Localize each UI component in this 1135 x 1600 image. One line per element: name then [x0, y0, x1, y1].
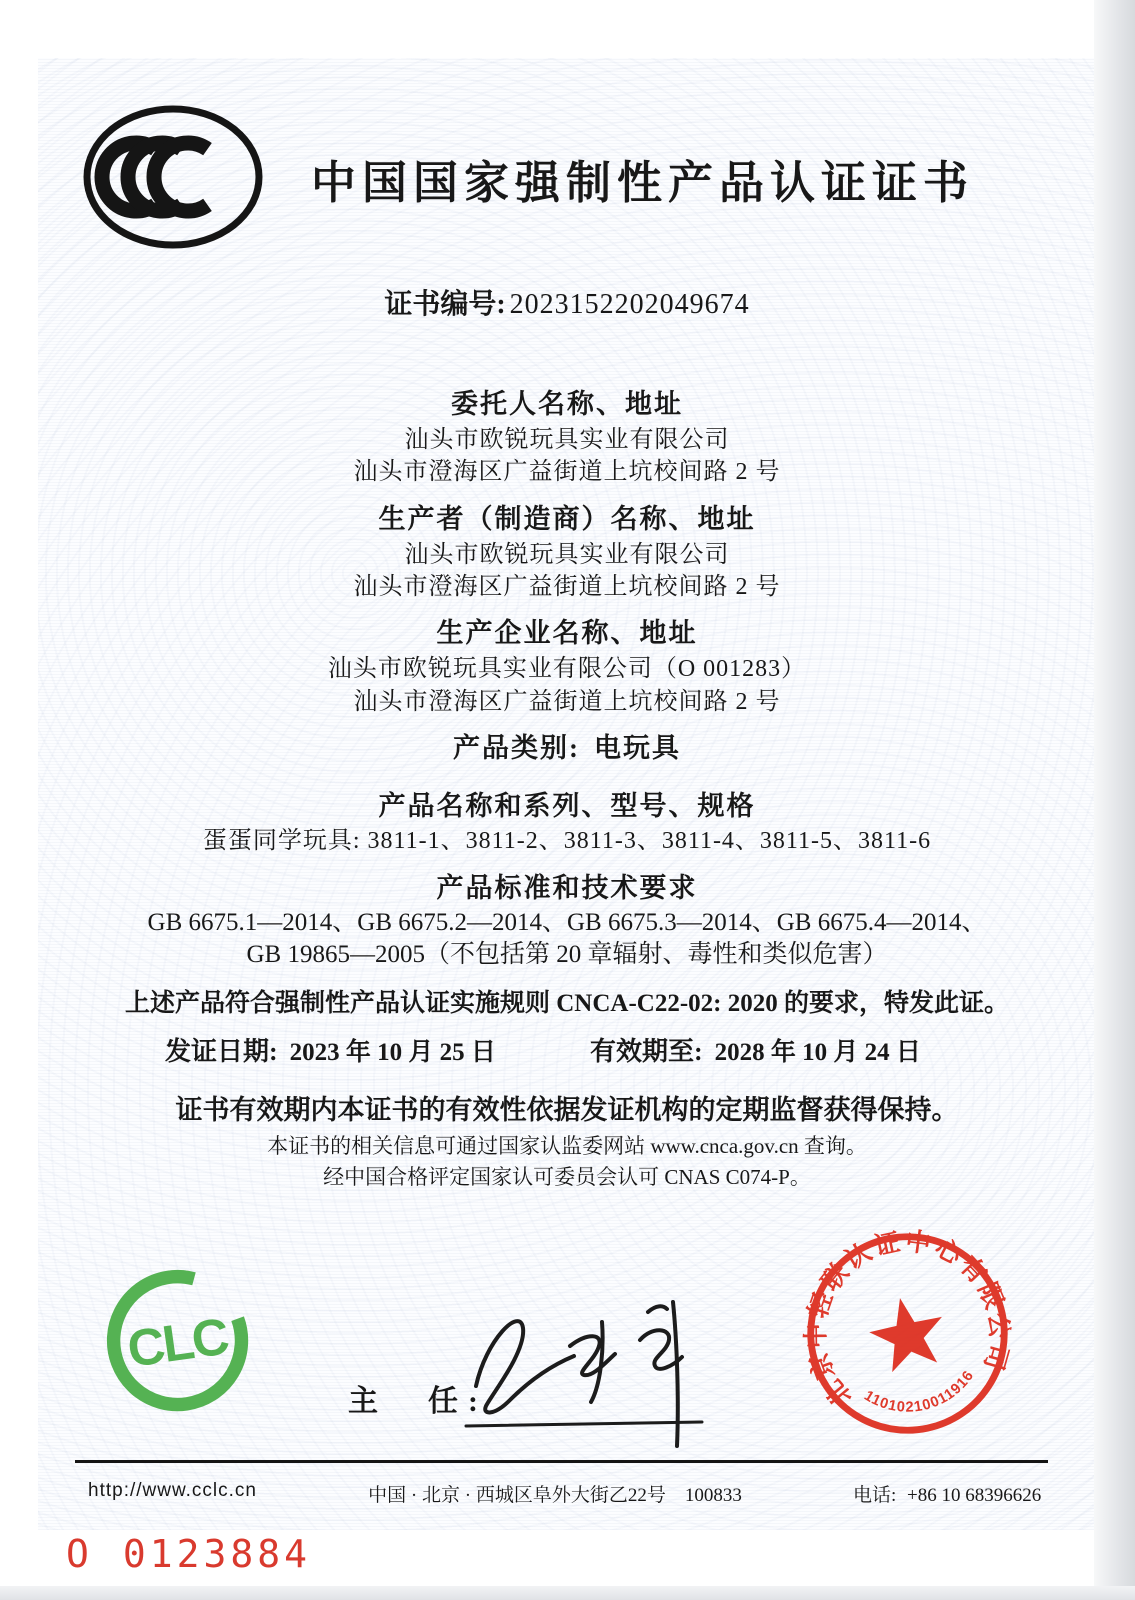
- manufacturer-heading: 生产者（制造商）名称、地址: [378, 504, 756, 534]
- certificate-title: 中国国家强制性产品认证证书: [310, 158, 974, 208]
- seal-star-icon: [864, 1290, 951, 1375]
- clc-logo-svg: [95, 1256, 260, 1421]
- clc-logo-text: CLC: [123, 1306, 231, 1378]
- svg-text:11010210011916: [859, 1365, 983, 1426]
- director-signature: [452, 1288, 724, 1458]
- scan-edge-bottom: [0, 1586, 1135, 1600]
- seal-number-text: 11010210011916: [861, 1367, 978, 1416]
- footer-phone-row: [853, 1480, 1041, 1507]
- standards-line-2: GB 19865—2005（不包括第 20 章辐射、毒性和类似危害）: [246, 941, 888, 968]
- expiry-date-value: 2028 年 10 月 24 日: [714, 1039, 921, 1066]
- info-note: 本证书的相关信息可通过国家认监委网站 www.cnca.gov.cn 查询。: [267, 1134, 867, 1158]
- product-models: 蛋蛋同学玩具: 3811-1、3811-2、3811-3、3811-4、3811-5、3811-6: [202, 828, 932, 854]
- manufacturer-address: 汕头市澄海区广益街道上坑校间路 2 号: [353, 574, 781, 600]
- footer-phone-label: 电话:: [853, 1485, 897, 1506]
- applicant-address: 汕头市澄海区广益街道上坑校间路 2 号: [353, 459, 781, 485]
- director-label: 主 任:: [348, 1385, 488, 1418]
- certificate-number-label: 证书编号:: [384, 289, 506, 320]
- serial-number: 0123884: [122, 1532, 312, 1576]
- serial-number-row: [66, 1532, 311, 1576]
- product-category-value: 电玩具: [594, 733, 681, 763]
- expiry-date-row: [590, 1031, 921, 1068]
- product-category-row: [40, 726, 1094, 765]
- manufacturer-name: 汕头市欧锐玩具实业有限公司: [404, 542, 730, 568]
- company-seal-svg: [780, 1206, 1035, 1461]
- serial-prefix: O: [66, 1532, 93, 1576]
- ccc-logo-svg: [78, 98, 268, 256]
- factory-name: 汕头市欧锐玩具实业有限公司（O 001283）: [327, 656, 807, 682]
- standards-line-1: GB 6675.1—2014、GB 6675.2—2014、GB 6675.3—2014、GB 6675.4—2014、: [147, 909, 987, 936]
- certificate-number-row: [40, 282, 1094, 322]
- certificate-number-value: 2023152202049674: [509, 289, 750, 320]
- factory-address: 汕头市澄海区广益街道上坑校间路 2 号: [353, 689, 781, 715]
- director-signature-svg: [452, 1288, 724, 1458]
- validity-statement: 证书有效期内本证书的有效性依据发证机构的定期监督获得保持。: [175, 1095, 959, 1125]
- factory-heading: 生产企业名称、地址: [436, 618, 698, 648]
- issue-date-value: 2023 年 10 月 25 日: [289, 1039, 496, 1066]
- product-category-label: 产品类别:: [453, 733, 580, 763]
- scan-edge-right: [1094, 0, 1135, 1600]
- seal-org-text: 北京中轻联认证中心有限公司: [802, 1227, 1014, 1412]
- applicant-heading: 委托人名称、地址: [451, 389, 683, 419]
- clc-logo-icon: [95, 1256, 260, 1421]
- conformity-statement: 上述产品符合强制性产品认证实施规则 CNCA-C22-02: 2020 的要求，特发此证。: [125, 990, 1009, 1017]
- company-seal: [780, 1206, 1035, 1461]
- applicant-name: 汕头市欧锐玩具实业有限公司: [404, 427, 730, 453]
- footer-divider: [75, 1460, 1048, 1463]
- footer-phone-value: +86 10 68396626: [907, 1485, 1042, 1506]
- footer-website: http://www.cclc.cn: [88, 1480, 257, 1501]
- accreditation-note: 经中国合格评定国家认可委员会认可 CNAS C074-P。: [323, 1165, 811, 1189]
- expiry-date-label: 有效期至:: [590, 1037, 703, 1066]
- footer-address: 中国 · 北京 · 西城区阜外大街乙22号 100833: [368, 1485, 742, 1506]
- issue-date-row: [165, 1031, 496, 1068]
- standards-heading: 产品标准和技术要求: [436, 873, 698, 903]
- product-name-heading: 产品名称和系列、型号、规格: [378, 791, 756, 821]
- ccc-logo-icon: [78, 98, 268, 256]
- issue-date-label: 发证日期:: [165, 1037, 278, 1066]
